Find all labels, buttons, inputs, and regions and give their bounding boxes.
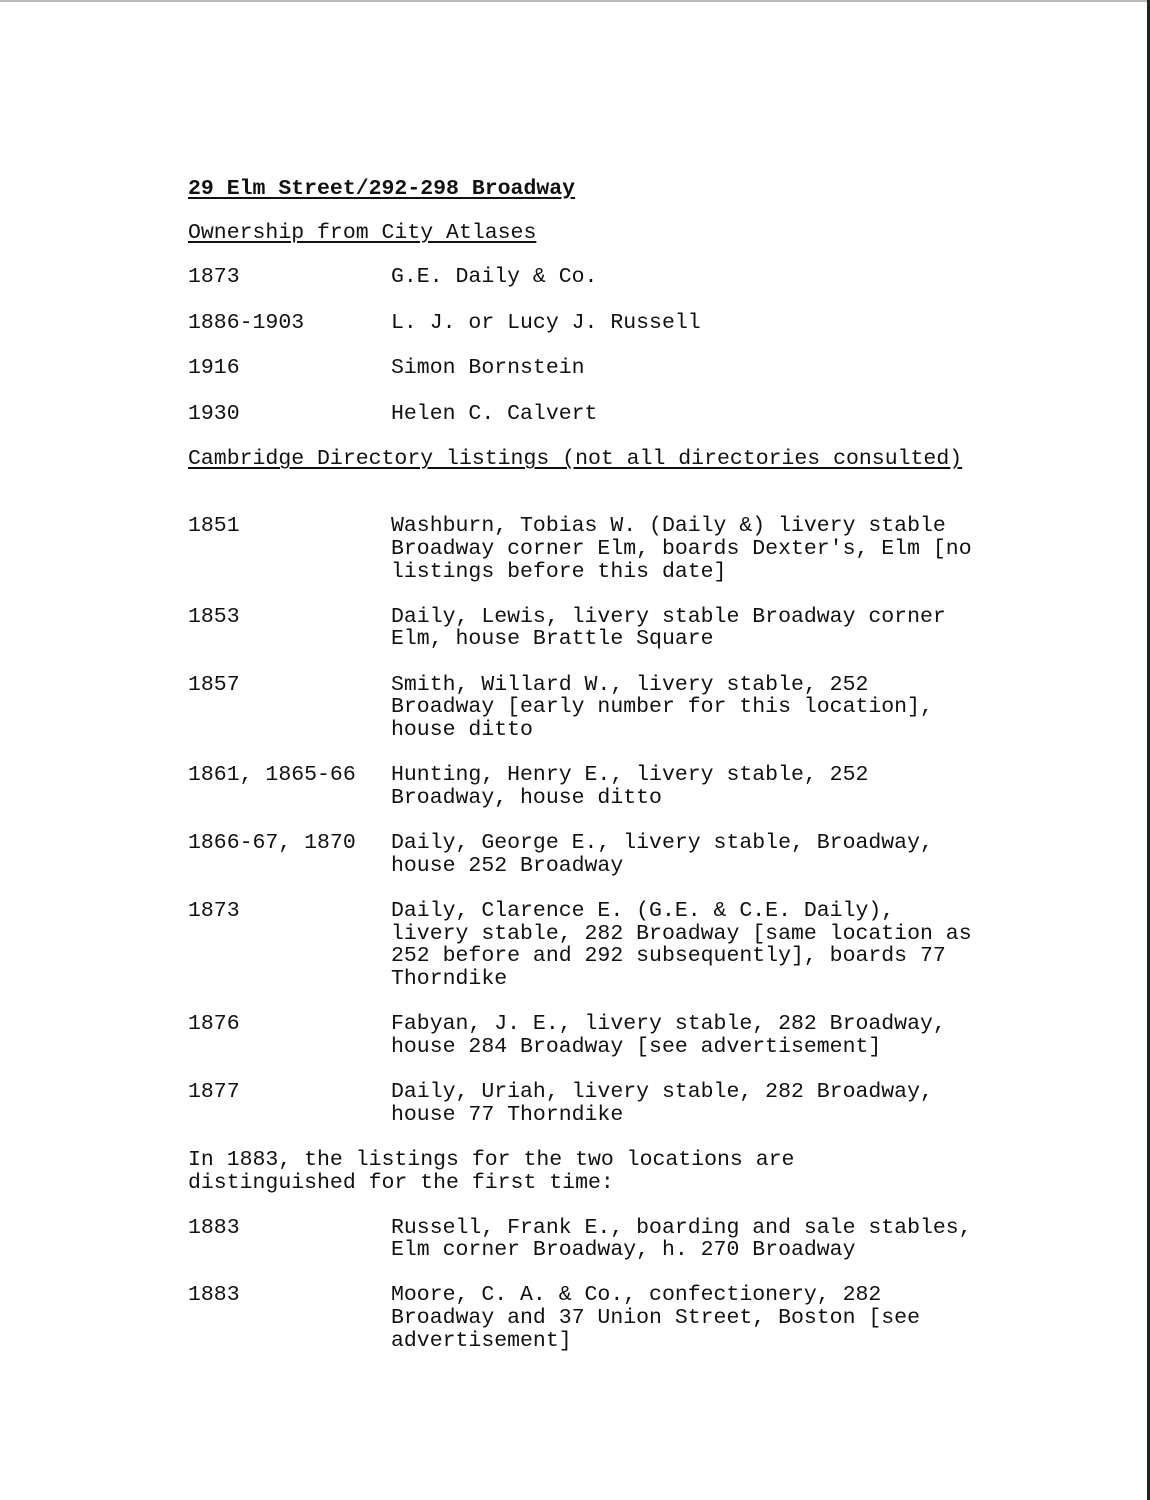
ownership-owner: L. J. or Lucy J. Russell <box>391 310 701 335</box>
ownership-list <box>188 266 1028 425</box>
directory-date: 1851 <box>188 514 240 539</box>
ownership-date: 1873 <box>188 265 240 290</box>
directory-heading: Cambridge Directory listings (not all directories consulted) <box>188 447 963 472</box>
ownership-owner: Helen C. Calvert <box>391 401 598 426</box>
directory-date: 1883 <box>188 1283 240 1308</box>
listing-line: Daily, Clarence E. (G.E. & C.E. Daily), <box>391 899 895 924</box>
directory-row <box>188 764 1028 809</box>
listing-line: Thorndike <box>391 967 508 992</box>
listing-line: Broadway and 37 Union Street, Boston [see <box>391 1306 920 1331</box>
listing-line: house 284 Broadway [see advertisement] <box>391 1035 882 1060</box>
ownership-heading: Ownership from City Atlases <box>188 220 537 245</box>
listing-line: house 252 Broadway <box>391 853 624 878</box>
ownership-date: 1930 <box>188 401 240 426</box>
directory-row <box>188 900 1028 991</box>
directory-row <box>188 515 1028 583</box>
listing-line: Smith, Willard W., livery stable, 252 <box>391 672 869 697</box>
directory-row <box>188 1081 1028 1126</box>
directory-listing <box>391 764 1028 809</box>
later-listings <box>188 1217 1028 1353</box>
listing-line: house 77 Thorndike <box>391 1102 624 1127</box>
directory-row <box>188 1217 1028 1262</box>
document <box>188 178 1028 1375</box>
directory-listing <box>391 606 1028 651</box>
page-top-edge <box>0 0 1150 2</box>
directory-date: 1877 <box>188 1080 240 1105</box>
directory-date: 1861, 1865-66 <box>188 763 356 788</box>
listing-line: 252 before and 292 subsequently], boards 77 <box>391 944 946 969</box>
listing-line: Russell, Frank E., boarding and sale stables, <box>391 1215 972 1240</box>
directory-listing <box>391 900 1028 991</box>
directory-listing <box>391 832 1028 877</box>
listing-line: listings before this date] <box>391 559 727 584</box>
listing-line: Washburn, Tobias W. (Daily &) livery stable <box>391 514 946 539</box>
note-line: In 1883, the listings for the two locations are <box>188 1148 795 1173</box>
directory-date: 1883 <box>188 1215 240 1240</box>
listing-line: Moore, C. A. & Co., confectionery, 282 <box>391 1283 882 1308</box>
directory-row <box>188 1284 1028 1352</box>
listing-line: Elm corner Broadway, h. 270 Broadway <box>391 1238 856 1263</box>
directory-listing <box>391 1013 1028 1058</box>
directory-row <box>188 1013 1028 1058</box>
listing-line: Elm, house Brattle Square <box>391 627 714 652</box>
listing-line: Daily, Uriah, livery stable, 282 Broadway, <box>391 1080 933 1105</box>
ownership-date: 1886-1903 <box>188 310 305 335</box>
directory-listing <box>391 1217 1028 1262</box>
listing-line: Broadway [early number for this location], <box>391 695 933 720</box>
directory-date: 1866-67, 1870 <box>188 831 356 856</box>
directory-date: 1873 <box>188 899 240 924</box>
listing-line: Broadway corner Elm, boards Dexter's, Elm [no <box>391 536 972 561</box>
directory-row <box>188 674 1028 742</box>
directory-listing <box>391 1284 1028 1352</box>
note-line: distinguished for the first time: <box>188 1170 614 1195</box>
directory-list <box>188 515 1028 1127</box>
ownership-row <box>188 312 1028 335</box>
listing-line: advertisement] <box>391 1328 572 1353</box>
directory-listing <box>391 1081 1028 1126</box>
directory-date: 1857 <box>188 672 240 697</box>
ownership-row <box>188 357 1028 380</box>
page-title: 29 Elm Street/292-298 Broadway <box>188 177 576 201</box>
ownership-owner: Simon Bornstein <box>391 356 585 381</box>
ownership-row <box>188 266 1028 289</box>
listing-line: house ditto <box>391 718 533 743</box>
directory-listing <box>391 515 1028 583</box>
ownership-row <box>188 403 1028 426</box>
listing-line: Fabyan, J. E., livery stable, 282 Broadway, <box>391 1012 946 1037</box>
listing-line: Daily, Lewis, livery stable Broadway corner <box>391 604 946 629</box>
listing-line: livery stable, 282 Broadway [same location as <box>391 921 972 946</box>
listing-line: Hunting, Henry E., livery stable, 252 <box>391 763 869 788</box>
directory-row <box>188 606 1028 651</box>
directory-listing <box>391 674 1028 742</box>
ownership-owner: G.E. Daily & Co. <box>391 265 598 290</box>
directory-date: 1876 <box>188 1012 240 1037</box>
directory-date: 1853 <box>188 604 240 629</box>
ownership-date: 1916 <box>188 356 240 381</box>
directory-row <box>188 832 1028 877</box>
note-paragraph <box>188 1149 1028 1194</box>
listing-line: Daily, George E., livery stable, Broadway, <box>391 831 933 856</box>
listing-line: Broadway, house ditto <box>391 785 662 810</box>
